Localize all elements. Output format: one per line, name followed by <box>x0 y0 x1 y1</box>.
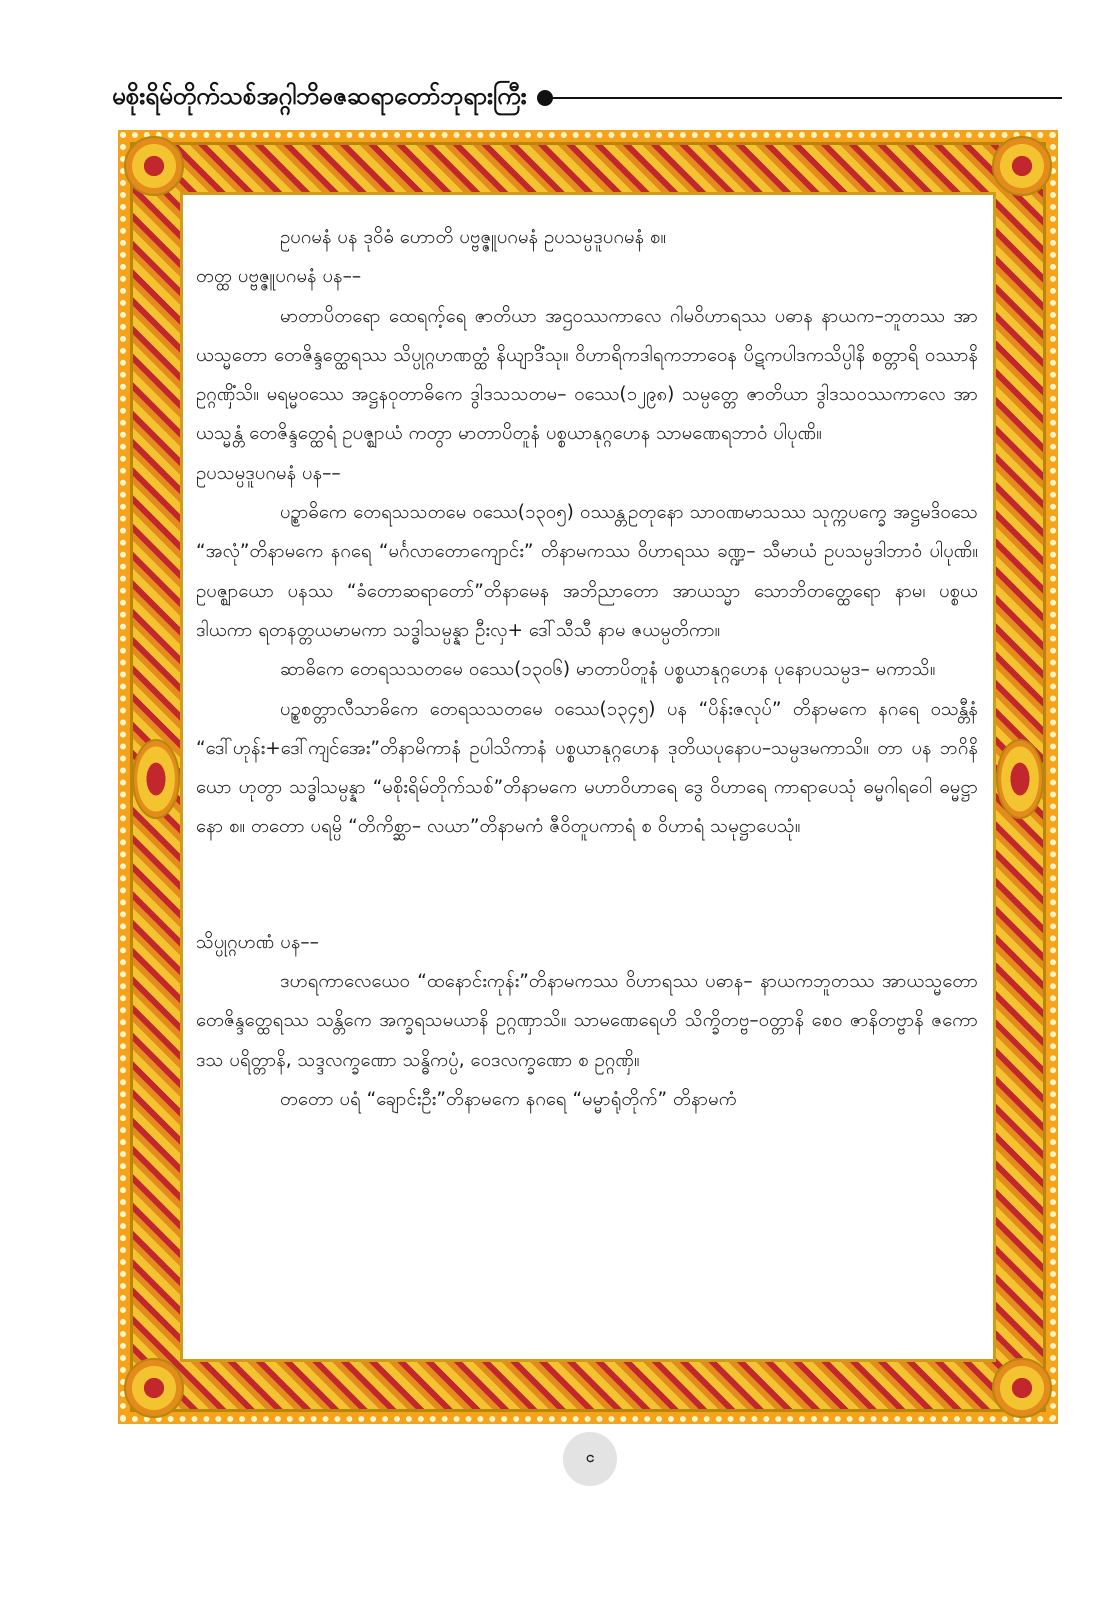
body-text <box>196 218 978 1119</box>
corner-ornament-icon <box>124 136 184 196</box>
corner-ornament-icon <box>992 1358 1052 1418</box>
corner-ornament-icon <box>992 136 1052 196</box>
bullet-dot-icon <box>537 90 553 106</box>
paragraph: ဒဟရကာလေယေဝ “ထနောင်းကုန်း”တိနာမကဿ ဝိဟာရဿ ပဓာန– နာယကဘူတဿ အာယသ္မတော တေဇိန္ဒတ္ထေရဿ သန္တိကေ အက္ခရသမယာနိ ဥဂ္ဂဏှာသိ။ သာမဏေရေဟိ သိက္ခိတဗ္ဗ–ဝတ္တာနိ စေဝ ဇာနိတဗ္ဗာနိ ဇကောဒသ ပရိတ္တာနိ, သဒ္ဒလက္ခဏော သန္ဓိကပ္ပံ, ဝေဒလက္ခဏော စ ဥဂ္ဂဏှိ။ <box>196 971 978 1071</box>
paragraph: ပဉ္စာဓိကေ တေရသသတမေ ဝဿေ(၁၃၀၅) ဝဿန္တဥတုနော သာဝဏမာသဿ သုက္ကပက္ခေ အဋ္ဌမဒိဝသေ “အလုံ”တိနာမကေ နဂရေ “မင်္ဂလာတောကျောင်း” တိနာမကဿ ဝိဟာရဿ ခဏ္ဍ– သီမာယံ ဥပသမ္ပဒါဘာဝံ ပါပုဏိ။ ဥပဇ္ဈာယော ပနဿ “ခံတောဆရာတော်”တိနာမေန အဘိညာတော အာယသ္မာ သောဘိတတ္ထေရော နာမ၊ ပစ္စယဒါယကာ ရတနတ္တယမာမကာ သဒ္ဓါသမ္ပန္နာ ဦးလှ+ ဒေါ်သီသီ နာမ ဇယမ္ပတိကာ။ <box>196 502 978 641</box>
section-heading: သိပ္ပုဂ္ဂဟဏံ ပန–– <box>196 931 319 953</box>
paragraph: ဆာဓိကေ တေရသသတမေ ဝဿေ(၁၃၀၆) မာတာပိတူနံ ပစ္စယာနုဂ္ဂဟေန ပုနောပသမ္ပဒ– မကာသိ။ <box>280 659 936 681</box>
paragraph: ဥပဂမနံ ပန ဒုဝိဓံ ဟောတိ ပဗ္ဗဇ္ဇူပဂမနံ ဥပသမ္ပဒူပဂမနံ စ။ <box>280 227 667 248</box>
page-number: င <box>563 1432 617 1486</box>
paragraph: တတော ပရံ “ချောင်းဦး”တိနာမကေ နဂရေ “မမ္မာရုံတိုက်” တိနာမကံ <box>280 1088 737 1110</box>
section-heading: ဥပသမ္ပဒူပဂမနံ ပန–– <box>196 462 341 484</box>
paragraph-spacer <box>196 865 978 904</box>
section-heading: တတ္ထ ပဗ္ဗဇ္ဇူပဂမနံ ပန–– <box>196 266 362 288</box>
paragraph: မာတာပိတရော ထေရက့်ရေ ဇာတိယာ အဌဝဿကာလေ ဂါမဝိဟာရဿ ပဓာန နာယက–ဘူတဿ အာယသ္မတော တေဇိန္ဒတ္ထေရဿ သိပ္ပုဂ္ဂဟဏတ္ထံ နိယျာဒိံသု။ ဝိဟာရိကဒါရကဘာဝေန ပိဋကပါဒကသိပ္ပါနိ စတ္တာရိ ဝဿာနိ ဥဂ္ဂဏှိံသိ။ မရမ္မဝဿေ အဋ္ဌနဝုတာဓိကေ ဒွါဒသသတမ– ဝဿေ(၁၂၉၈) သမ္ပတ္တေ ဇာတိယာ ဒွါဒသဝဿကာလေ အာယသ္မန္တံ တေဇိန္ဒတ္ထေရံ ဥပဇ္ဈာယံ ကတွာ မာတာပိတူနံ ပစ္စယာနုဂ္ဂဟေန သာမဏေရဘာဝံ ပါပုဏိ။ <box>196 305 978 445</box>
side-medallion-icon <box>996 739 1044 819</box>
running-header <box>112 78 1062 118</box>
header-title: မစိုးရိမ်တိုက်သစ်အဂ္ဂါဘိဓဇဆရာတော်ဘုရားကြီး <box>112 82 527 110</box>
header-rule <box>553 97 1062 99</box>
paragraph: ပဉ္စစတ္တာလီသာဓိကေ တေရသသတမေ ဝဿေ(၁၃၄၅) ပန “ပိန်းဇလုပ်” တိနာမကေ နဂရေ ဝသန္တီနံ “ဒေါ်ဟုန်း+ဒေါ်ကျင်အေး”တိနာမိကာနံ ဥပါသိကာနံ ပစ္စယာနုဂ္ဂဟေန ဒုတိယပုနောပ–သမ္ပဒမကာသိ။ တာ ပန ဘဂိနိယော ဟုတွာ သဒ္ဓါသမ္ပန္နာ “မစိုးရိမ်တိုက်သစ်”တိနာမကေ မဟာဝိဟာရေ ဒွေ ဝိဟာရေ ကာရာပေသုံ ဓမ္မဂါရဝေါ ဓမ္မဋ္ဌာနော စ။ တတော ပရမ္ပိ “တိကိစ္ဆာ– လယာ”တိနာမကံ ဇီဝိတူပကာရံ စ ဝိဟာရံ သမုဋ္ဌာပေသုံ။ <box>196 698 978 838</box>
side-medallion-icon <box>132 739 180 819</box>
corner-ornament-icon <box>124 1358 184 1418</box>
